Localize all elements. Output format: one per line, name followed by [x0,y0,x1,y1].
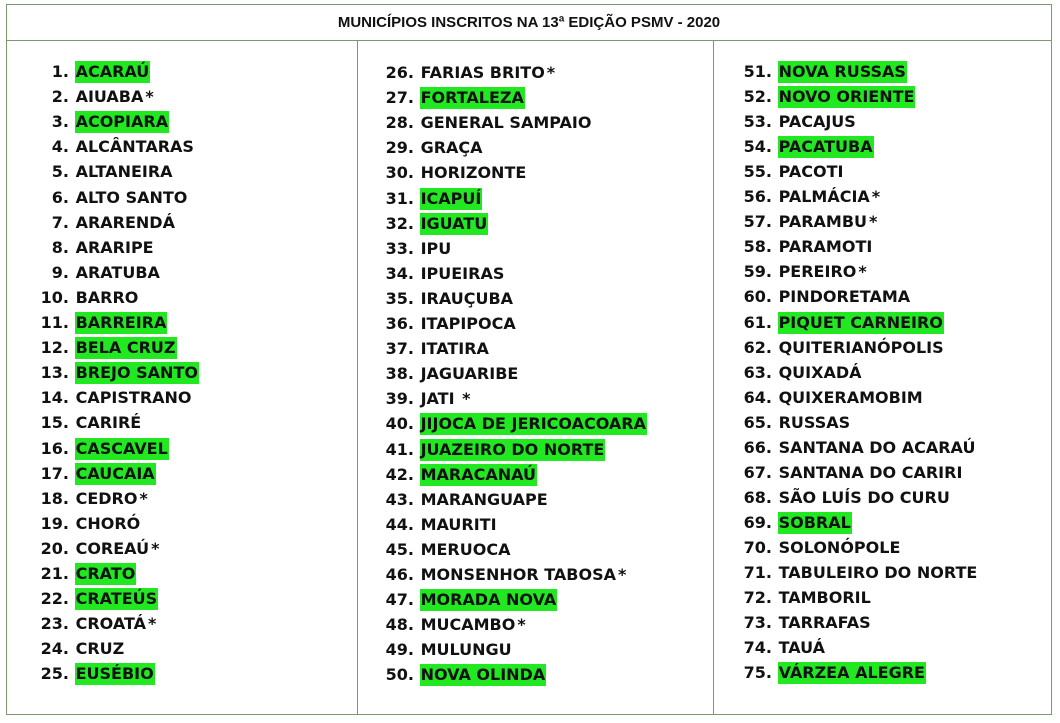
asterisk-marker: * [145,87,154,107]
item-number: 45. [385,539,414,559]
municipality-name: TAUÁ [778,638,826,658]
municipality-name: MUCAMBO [420,615,516,635]
item-number: 28. [385,113,414,133]
list-item [358,338,490,360]
municipality-name: ICAPUÍ [420,188,482,208]
list-item [7,187,188,209]
item-number: 59. [743,262,772,282]
municipality-name: NOVO ORIENTE [778,87,915,107]
item-number: 73. [743,613,772,633]
list-item [714,236,873,258]
item-number: 16. [40,438,69,458]
municipality-name: FARIAS BRITO [420,63,545,82]
item-number: 30. [385,163,414,183]
item-number: 52. [743,87,772,107]
municipality-name: BELA CRUZ [75,338,176,358]
item-number: 38. [385,364,414,384]
column-3 [714,41,1053,714]
municipality-name: SOLONÓPOLE [778,537,901,557]
item-number: 29. [385,138,414,158]
list-item [358,489,549,511]
municipality-name: GRAÇA [420,138,483,158]
list-item [714,637,826,659]
item-number: 47. [385,590,414,610]
item-number: 66. [743,437,772,457]
list-item [358,238,452,260]
item-number: 46. [385,565,414,584]
municipality-name: SANTANA DO ACARAÚ [778,437,976,457]
municipality-name: SÃO LUÍS DO CURU [778,487,950,507]
item-number: 20. [40,538,69,558]
item-number: 17. [40,463,69,483]
list-item [358,188,482,210]
municipality-name: TARRAFAS [778,613,871,633]
municipality-name: JAGUARIBE [420,364,519,384]
item-number: 5. [51,162,69,182]
asterisk-marker: * [151,538,160,558]
municipality-name: MARACANAÚ [420,464,536,484]
item-number: 7. [51,212,69,232]
list-item [714,412,851,434]
municipality-name: AIUABA [75,87,144,107]
municipality-name: CHORÓ [75,513,141,533]
municipality-name: IPU [420,238,452,258]
list-item [7,262,161,284]
municipality-name: GENERAL SAMPAIO [420,113,592,133]
item-number: 75. [743,663,772,683]
list-item [358,589,557,611]
municipality-name: MULUNGU [420,640,512,660]
list-item [7,638,125,660]
item-number: 40. [385,414,414,434]
list-item [7,663,155,685]
item-number: 14. [40,388,69,408]
municipality-name: PACOTI [778,162,844,182]
item-number: 44. [385,514,414,534]
item-number: 25. [40,664,69,684]
list-item [358,62,555,84]
item-number: 63. [743,362,772,382]
list-item [714,261,867,283]
item-number: 68. [743,487,772,507]
asterisk-marker: * [869,212,878,232]
list-item [358,313,517,335]
list-item [7,136,195,158]
municipality-name: IRAUÇUBA [420,288,514,308]
list-item [714,387,924,409]
municipality-name: SOBRAL [778,512,851,532]
item-number: 64. [743,387,772,407]
item-number: 8. [51,237,69,257]
item-number: 6. [51,187,69,207]
municipality-name: ARARENDÁ [75,212,175,232]
list-item [7,61,150,83]
item-number: 54. [743,137,772,157]
item-number: 9. [51,262,69,282]
list-item [358,162,527,184]
asterisk-marker: * [139,488,148,508]
item-number: 34. [385,263,414,283]
item-number: 11. [40,313,69,332]
list-item [714,512,852,534]
item-number: 39. [385,389,414,409]
item-number: 10. [40,287,69,307]
item-number: 21. [40,564,69,583]
list-item [714,462,963,484]
asterisk-marker: * [617,565,627,584]
municipality-name: CEDRO [75,488,138,508]
municipality-name: PARAMOTI [778,237,873,257]
asterisk-marker: * [517,615,526,635]
column-1 [7,41,358,714]
item-number: 61. [743,312,772,332]
asterisk-marker: * [871,187,881,207]
item-number: 65. [743,412,772,432]
list-item [7,212,176,234]
item-number: 13. [40,363,69,383]
municipality-name: CRATEÚS [75,589,158,609]
municipality-name: NOVA RUSSAS [778,62,906,81]
item-number: 33. [385,238,414,258]
item-number: 4. [51,137,69,157]
municipality-name: CRUZ [75,639,125,659]
municipality-name: IPUEIRAS [420,263,505,283]
municipality-name: PIQUET CARNEIRO [778,312,943,332]
item-number: 22. [40,589,69,609]
list-item [358,614,526,636]
item-number: 26. [385,63,414,82]
list-item [358,288,514,310]
item-number: 49. [385,640,414,660]
municipality-name: FORTALEZA [420,88,524,108]
municipality-name: ARARIPE [75,237,154,257]
item-number: 48. [385,615,414,635]
item-number: 15. [40,413,69,433]
municipality-name: SANTANA DO CARIRI [778,462,963,482]
municipality-name: CAUCAIA [75,463,155,483]
municipality-name: CARIRÉ [75,413,142,433]
list-item [714,86,915,108]
list-item [7,588,158,610]
municipalities-table [6,4,1052,715]
municipality-name: PARAMBU [778,212,868,232]
item-number: 1. [51,62,69,81]
item-number: 60. [743,287,772,307]
item-number: 74. [743,638,772,658]
asterisk-marker: * [456,389,471,409]
list-item [714,111,857,133]
item-number: 58. [743,237,772,257]
municipality-name: PEREIRO [778,262,857,282]
municipality-name: JATI [420,389,455,409]
list-item [7,86,154,108]
municipality-name: CROATÁ [75,614,147,634]
item-number: 18. [40,488,69,508]
list-item [714,211,877,233]
list-item [714,612,872,634]
item-number: 31. [385,188,414,208]
list-item [7,387,193,409]
municipality-name: MAURITI [420,514,497,534]
item-number: 3. [51,112,69,132]
list-item [7,412,142,434]
municipality-name: BREJO SANTO [75,363,198,383]
item-number: 71. [743,563,772,582]
list-item [358,639,513,661]
list-item [714,587,872,609]
item-number: 32. [385,213,414,233]
list-item [358,664,546,686]
municipality-name: HORIZONTE [420,163,527,183]
municipality-name: MONSENHOR TABOSA [420,565,616,584]
municipality-name: ACOPIARA [75,112,169,132]
item-number: 19. [40,513,69,533]
municipality-name: ALTANEIRA [75,162,173,182]
list-item [7,563,136,585]
municipality-name: ARATUBA [75,262,160,282]
item-number: 50. [385,665,414,685]
list-item [358,514,498,536]
list-item [714,662,926,684]
list-item [714,161,844,183]
list-item [7,488,148,510]
list-item [714,312,944,334]
municipality-name: ACARAÚ [75,62,150,81]
list-item [358,213,488,235]
municipality-name: CASCAVEL [75,438,168,458]
item-number: 57. [743,212,772,232]
column-2 [358,41,714,714]
list-item [358,137,484,159]
municipality-name: ALCÂNTARAS [75,137,194,157]
municipality-name: PACAJUS [778,112,856,132]
item-number: 56. [743,187,772,207]
municipality-name: MORADA NOVA [420,590,557,610]
list-item [358,439,605,461]
list-item [714,186,880,208]
item-number: 43. [385,489,414,509]
list-item [358,363,519,385]
list-item [714,537,901,559]
item-number: 55. [743,162,772,182]
list-item [7,237,155,259]
item-number: 41. [385,439,414,459]
municipality-name: QUIXERAMOBIM [778,387,923,407]
municipality-name: BARRO [75,287,139,307]
list-item [7,161,174,183]
municipality-name: QUITERIANÓPOLIS [778,337,944,357]
municipality-name: EUSÉBIO [75,664,154,684]
list-item [7,111,169,133]
list-item [358,413,647,435]
list-item [7,463,156,485]
item-number: 67. [743,462,772,482]
item-number: 36. [385,314,414,333]
item-number: 27. [385,88,414,108]
municipality-name: JUAZEIRO DO NORTE [420,439,605,459]
list-item [7,538,159,560]
municipality-name: PINDORETAMA [778,287,911,307]
municipality-name: TAMBORIL [778,588,871,608]
list-item [7,513,141,535]
municipality-name: MARANGUAPE [420,489,548,509]
municipality-name: CAPISTRANO [75,388,192,408]
municipality-name: MERUOCA [420,539,511,559]
item-number: 23. [40,614,69,634]
list-item [714,286,911,308]
municipality-name: RUSSAS [778,412,851,432]
item-number: 35. [385,288,414,308]
item-number: 2. [51,87,69,107]
municipality-name: JIJOCA DE JERICOACOARA [420,414,646,434]
municipality-name: PALMÁCIA [778,187,870,207]
municipality-name: ALTO SANTO [75,187,188,207]
item-number: 62. [743,337,772,357]
list-item [358,564,626,586]
municipality-name: COREAÚ [75,538,150,558]
list-item [358,464,537,486]
municipality-name: IGUATU [420,213,488,233]
list-item [7,438,169,460]
item-number: 53. [743,112,772,132]
list-item [714,136,874,158]
list-item [714,337,945,359]
municipality-name: ITAPIPOCA [420,314,516,333]
item-number: 24. [40,639,69,659]
municipality-name: BARREIRA [75,313,167,332]
item-number: 69. [743,512,772,532]
item-number: 42. [385,464,414,484]
list-item [7,337,177,359]
item-number: 70. [743,537,772,557]
municipality-name: NOVA OLINDA [420,665,546,685]
asterisk-marker: * [858,262,867,282]
list-item [714,562,978,584]
item-number: 37. [385,339,414,359]
list-item [7,362,199,384]
asterisk-marker: * [148,614,157,634]
table-title: MUNICÍPIOS INSCRITOS NA 13ª EDIÇÃO PSMV - 2020 [7,5,1051,41]
list-item [714,362,863,384]
municipality-name: PACATUBA [778,137,873,157]
item-number: 51. [743,62,772,81]
list-item [358,112,592,134]
list-item [714,487,951,509]
item-number: 72. [743,588,772,608]
list-item [358,87,525,109]
municipality-name: VÁRZEA ALEGRE [778,663,925,683]
list-item [358,263,505,285]
asterisk-marker: * [546,63,556,82]
municipality-name: QUIXADÁ [778,362,862,382]
list-item [7,613,156,635]
municipality-name: CRATO [75,564,136,583]
municipality-name: TABULEIRO DO NORTE [778,563,978,582]
list-item [7,312,167,334]
list-item [358,539,511,561]
list-item [714,437,976,459]
list-item [714,61,907,83]
list-item [7,287,139,309]
list-item [358,388,470,410]
municipality-name: ITATIRA [420,339,489,359]
item-number: 12. [40,338,69,358]
